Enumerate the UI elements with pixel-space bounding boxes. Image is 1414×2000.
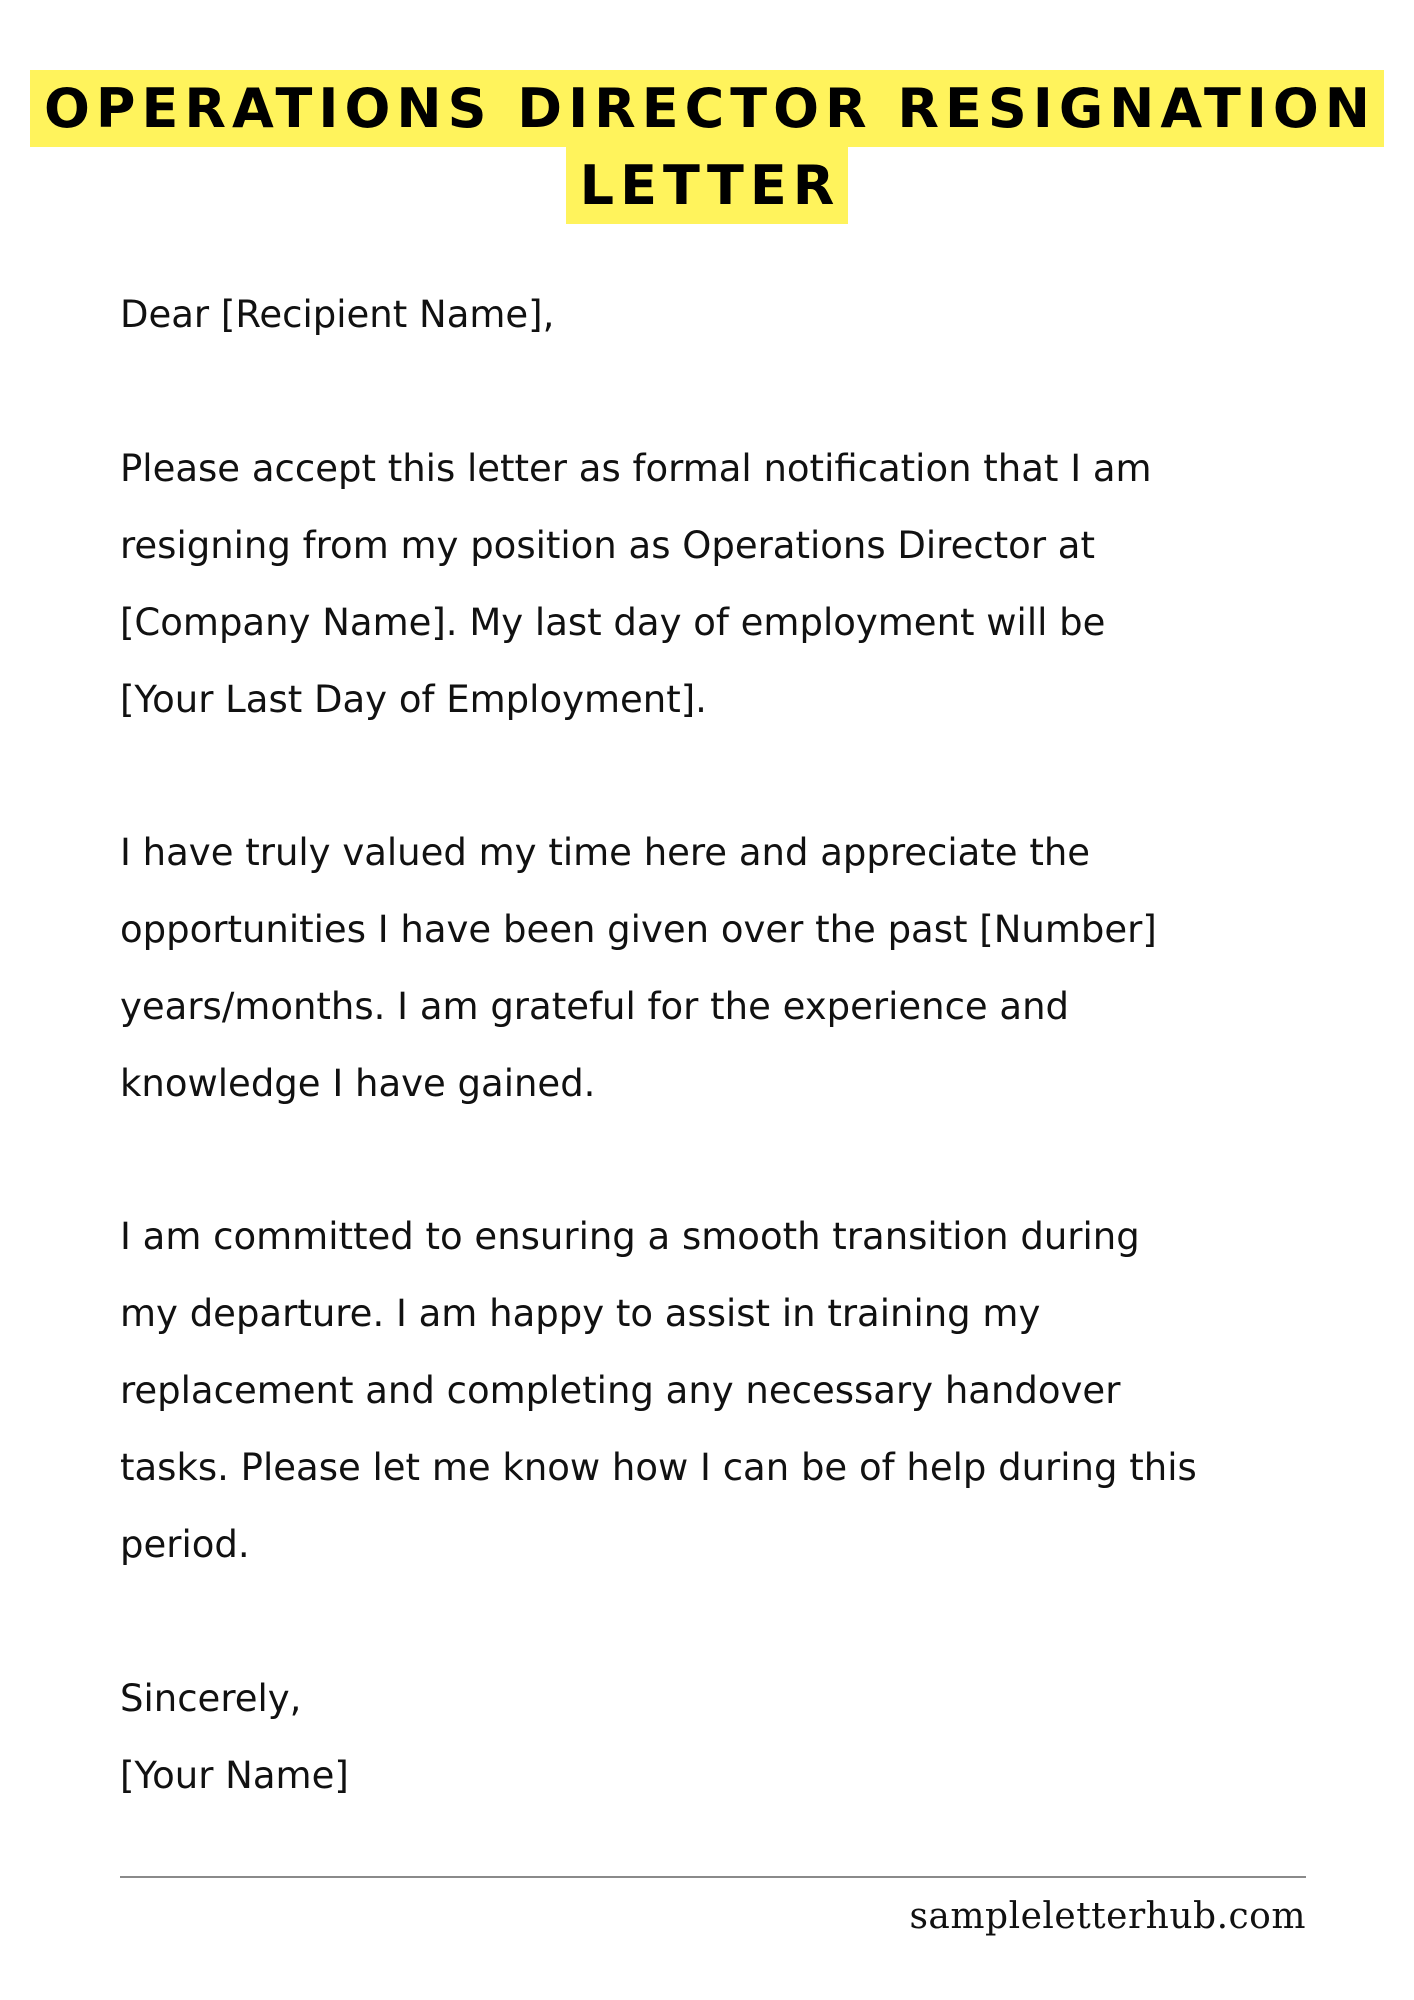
paragraph-line: resigning from my position as Operations Director at <box>120 524 1095 567</box>
paragraph-line: I am committed to ensuring a smooth transition during <box>120 1215 1140 1258</box>
website-url: sampleletterhub.com <box>909 1896 1306 1937</box>
paragraph-line: Please accept this letter as formal notification that I am <box>120 447 1152 490</box>
paragraph-line: [Your Last Day of Employment]. <box>120 678 707 721</box>
paragraph-line: my departure. I am happy to assist in training my <box>120 1292 1041 1335</box>
paragraph-line: period. <box>120 1523 250 1566</box>
closing-block <box>120 1660 1360 1814</box>
paragraph-notification <box>120 430 1360 738</box>
title-line-2: LETTER <box>566 147 849 224</box>
letter-title <box>0 70 1414 224</box>
salutation-block <box>120 276 1360 353</box>
paragraph-line: opportunities I have been given over the past [Number] <box>120 908 1157 951</box>
paragraph-line: [Company Name]. My last day of employment will be <box>120 601 1106 644</box>
salutation: Dear [Recipient Name], <box>120 293 555 336</box>
paragraph-line: I have truly valued my time here and appreciate the <box>120 831 1091 874</box>
title-line-1: OPERATIONS DIRECTOR RESIGNATION <box>30 70 1384 147</box>
signature: [Your Name] <box>120 1754 349 1797</box>
paragraph-transition <box>120 1198 1360 1583</box>
paragraph-line: years/months. I am grateful for the experience and <box>120 985 1070 1028</box>
closing: Sincerely, <box>120 1677 302 1720</box>
paragraph-appreciation <box>120 814 1360 1122</box>
paragraph-line: tasks. Please let me know how I can be of help during this <box>120 1446 1197 1489</box>
paragraph-line: replacement and completing any necessary handover <box>120 1369 1121 1412</box>
paragraph-line: knowledge I have gained. <box>120 1062 596 1105</box>
footer-divider <box>120 1876 1306 1878</box>
